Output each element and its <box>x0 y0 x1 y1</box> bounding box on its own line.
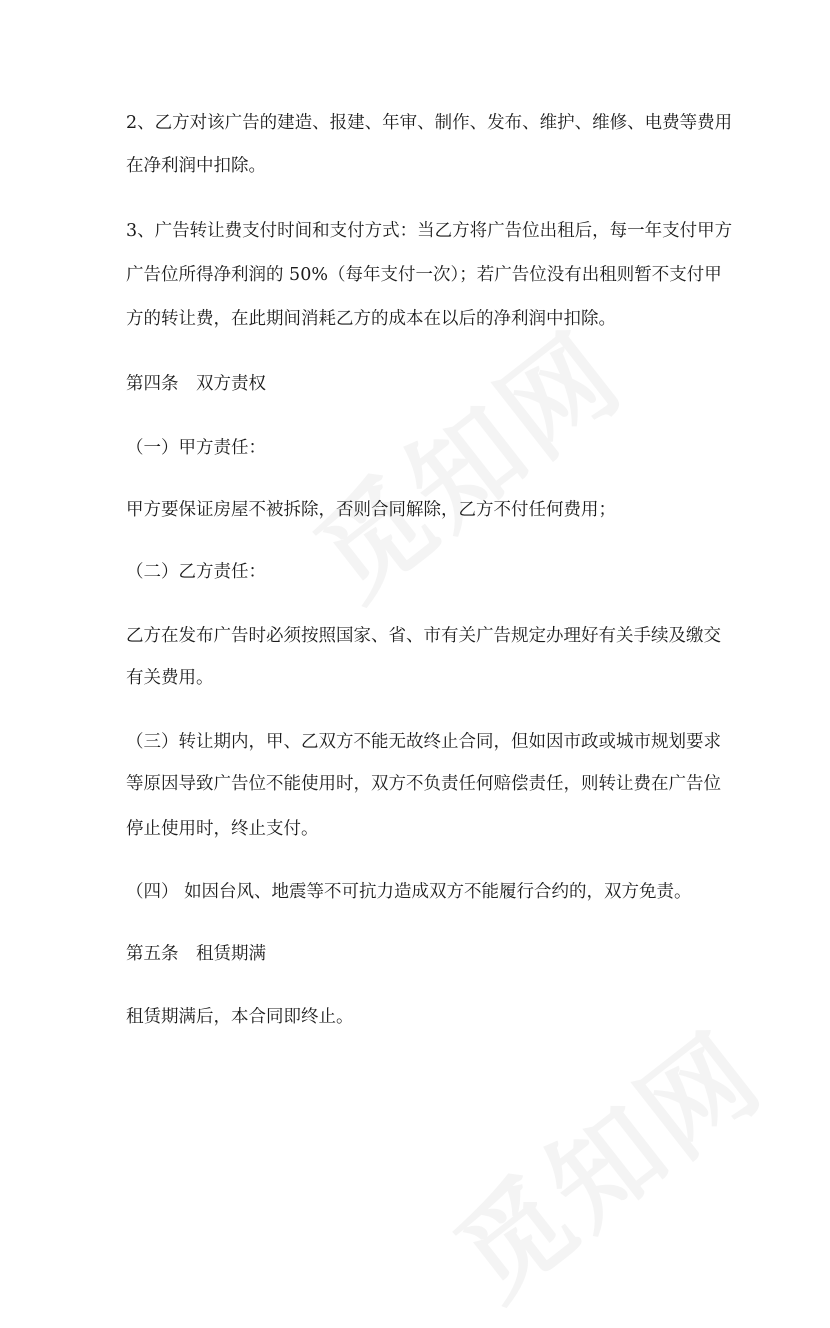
sub-heading: （二）乙方责任： <box>126 562 266 582</box>
paragraph-line: 停止使用时，终止支付。 <box>126 819 319 839</box>
paragraph-line: 等原因导致广告位不能使用时，双方不负责任何赔偿责任，则转让费在广告位 <box>126 774 721 794</box>
sub-heading: （一）甲方责任： <box>126 438 266 458</box>
paragraph-line: （四） 如因台风、地震等不可抗力造成双方不能履行合约的，双方免责。 <box>126 882 692 902</box>
paragraph-line: 3、广告转让费支付时间和支付方式：当乙方将广告位出租后，每一年支付甲方 <box>126 221 733 241</box>
section-heading: 第五条 租赁期满 <box>126 944 266 964</box>
watermark <box>278 290 650 629</box>
watermark <box>418 990 790 1328</box>
paragraph-line: （三）转让期内，甲、乙双方不能无故终止合同，但如因市政或城市规划要求 <box>126 732 721 752</box>
paragraph-line: 方的转让费，在此期间消耗乙方的成本在以后的净利润中扣除。 <box>126 309 616 329</box>
paragraph-line: 甲方要保证房屋不被拆除，否则合同解除，乙方不付任何费用； <box>126 500 616 520</box>
paragraph-line: 广告位所得净利润的 50%（每年支付一次）；若广告位没有出租则暂不支付甲 <box>126 265 722 285</box>
paragraph-line: 乙方在发布广告时必须按照国家、省、市有关广告规定办理好有关手续及缴交 <box>126 626 721 646</box>
section-heading: 第四条 双方责权 <box>126 374 266 394</box>
paragraph-line: 在净利润中扣除。 <box>126 156 266 176</box>
paragraph-line: 租赁期满后，本合同即终止。 <box>126 1007 354 1027</box>
paragraph-line: 2、乙方对该广告的建造、报建、年审、制作、发布、维护、维修、电费等费用 <box>126 113 733 133</box>
paragraph-line: 有关费用。 <box>126 668 214 688</box>
